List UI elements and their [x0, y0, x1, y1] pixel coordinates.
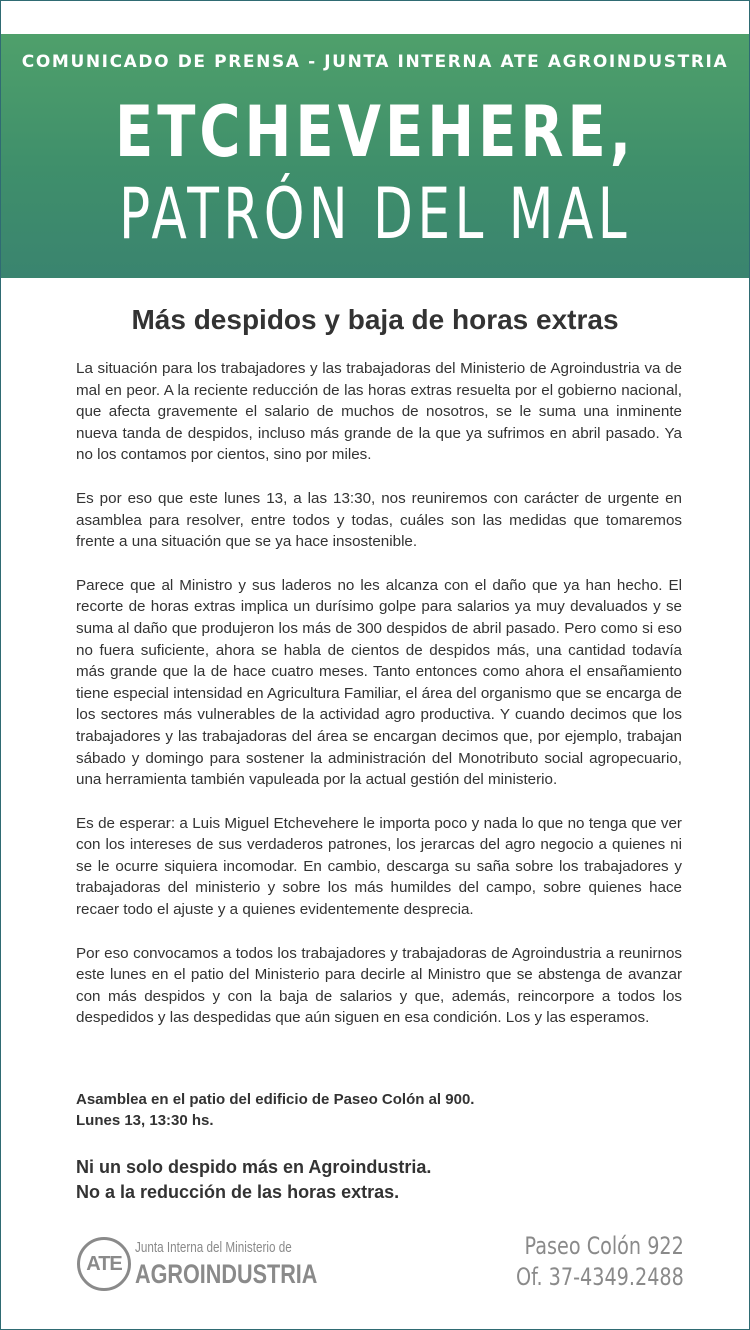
- contact-info: [474, 1231, 684, 1293]
- paragraph: Es de esperar: a Luis Miguel Etchevehere le importa poco y nada lo que no tenga que ver con los intereses de sus verdaderos patrones, los jerarcas del agro negocio a quienes ni se le ocurre siquiera incomodar. En cambio, descarga su saña sobre los trabajadores y trabajadoras del ministerio y sobre los más humildes del campo, sobre quienes hace recaer todo el ajuste y a quienes evidentemente desprecia.: [76, 814, 682, 919]
- logo-subtitle: Junta Interna del Ministerio de: [135, 1239, 292, 1256]
- paragraph: La situación para los trabajadores y las trabajadoras del Ministerio de Agroindustria va de mal en peor. A la reciente reducción de las horas extras resuelta por el gobierno nacional, que afecta gravemente el salario de muchos de nosotros, se le suma una inminente nueva tanda de despidos, incluso más grande de la que ya sufrimos en abril pasado. Ya no los contamos por cientos, sino por miles.: [76, 360, 682, 464]
- ate-logo: [77, 1235, 337, 1293]
- paragraph: Parece que al Ministro y sus laderos no les alcanza con el daño que ya han hecho. El recorte de horas extras implica un durísimo golpe para salarios ya muy devaluados y se suma al daño que produjeron los más de 300 despidos de abril pasado. Pero como si eso no fuera suficiente, ahora se habla de cientos de despidos más, una cantidad todavía más grande que la de hace cuatro meses. Tanto entonces como ahora el ensañamiento tiene especial intensidad en Agricultura Familiar, el área del organismo que se encarga de los sectores más vulnerables de la actividad agro productiva. Y cuando decimos que los trabajadores y las trabajadoras del área se encargan decimos que, por ejemplo, trabajan sábado y domingo para sostener la administración del Monotributo social agropecuario, una herramienta también vapuleada por la actual gestión del ministerio.: [76, 576, 682, 789]
- article-body: [76, 358, 682, 1051]
- press-release-kicker: COMUNICADO DE PRENSA - JUNTA INTERNA ATE AGROINDUSTRIA: [21, 52, 729, 72]
- paragraph: Es por eso que este lunes 13, a las 13:30, nos reuniremos con carácter de urgente en asamblea para resolver, entre todos y todas, cuáles son las medidas que tomaremos frente a una situación que se ya hace insostenible.: [76, 489, 682, 551]
- main-title-line1: ETCHEVEHERE,: [114, 91, 636, 173]
- contact-phone: Of. 37-4349.2488: [516, 1263, 684, 1291]
- assembly-location: Asamblea en el patio del edificio de Paseo Colón al 900.: [76, 1091, 475, 1108]
- header-banner: [1, 34, 749, 278]
- ate-logo-icon: ATE: [77, 1237, 131, 1291]
- slogan-line2: No a la reducción de las horas extras.: [76, 1182, 400, 1202]
- paragraph: Por eso convocamos a todos los trabajadores y trabajadoras de Agroindustria a reunirnos este lunes en el patio del Ministerio para decirle al Ministro que se abstenga de avanzar con más despidos y con la baja de salarios y que, además, reincorpore a todos los despedidos y las despedidas que aún siguen en esa condición. Los y las esperamos.: [76, 944, 682, 1027]
- main-title-line2: PATRÓN DEL MAL: [118, 173, 632, 255]
- assembly-time: Lunes 13, 13:30 hs.: [76, 1112, 214, 1129]
- assembly-notice: [76, 1089, 682, 1131]
- slogans: [76, 1155, 682, 1205]
- logo-title: AGROINDUSTRIA: [135, 1259, 318, 1289]
- slogan-line1: Ni un solo despido más en Agroindustria.: [76, 1157, 432, 1177]
- contact-address: Paseo Colón 922: [524, 1232, 684, 1260]
- article-headline: Más despidos y baja de horas extras: [131, 304, 619, 335]
